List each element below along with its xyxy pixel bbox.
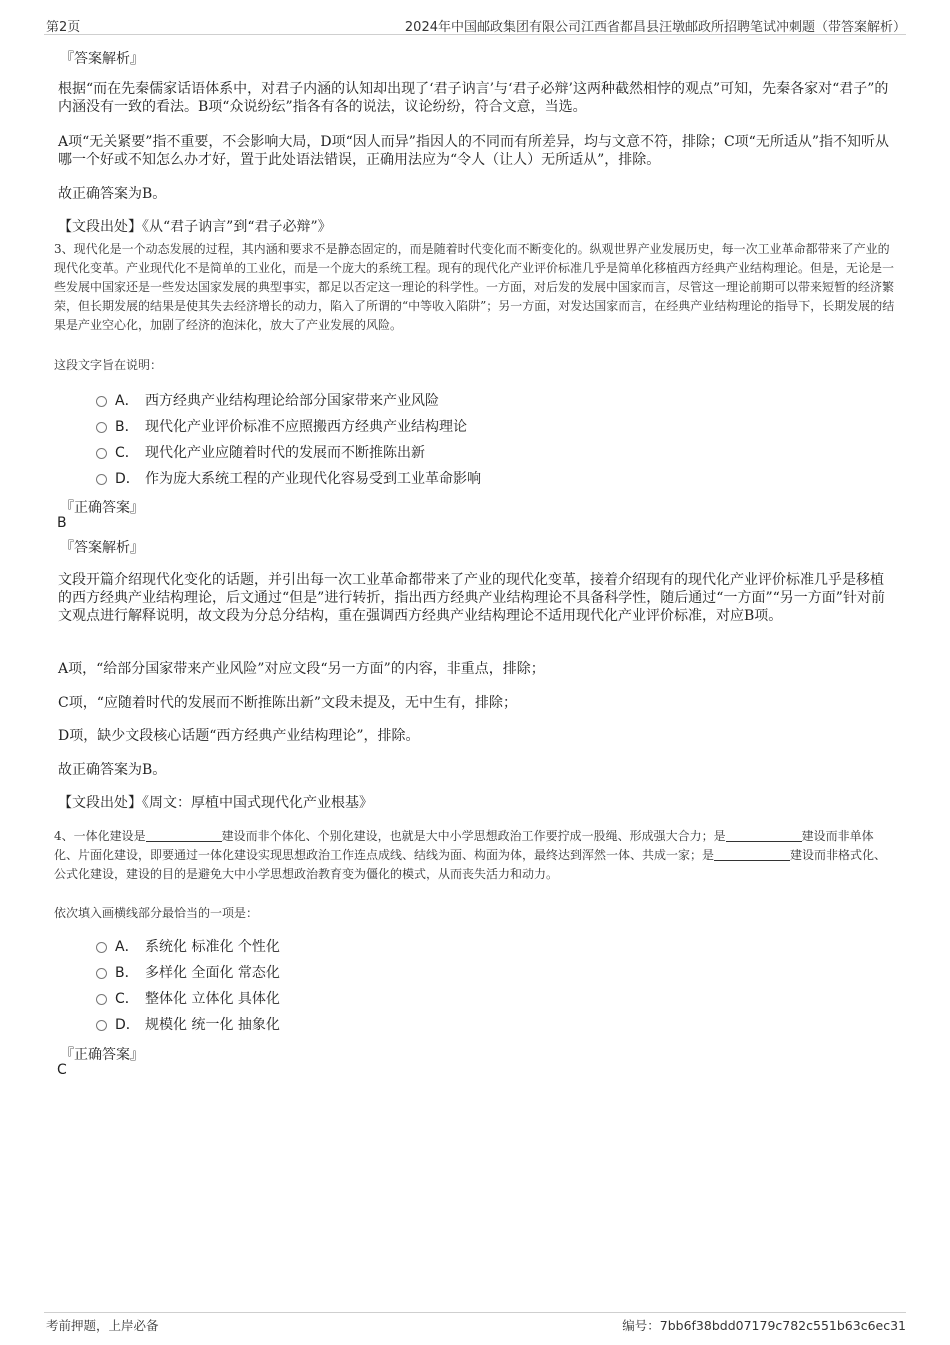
q3-prompt: 这段文字旨在说明： bbox=[54, 358, 163, 372]
q3-conclusion: 故正确答案为B。 bbox=[58, 762, 167, 778]
fill-blank-2 bbox=[726, 829, 802, 842]
fill-blank-3 bbox=[714, 848, 790, 861]
radio-icon[interactable] bbox=[96, 994, 107, 1005]
q3-answer: B bbox=[57, 515, 67, 531]
q2-analysis-paragraph-2: A项“无关紧要”指不重要，不会影响大局，D项“因人而异”指因人的不同而有所差异，均与文意不符，排除；C项“无所适从”指不知听从哪一个好或不知怎么办才好，置于此处语法错误，正确用法应为“令人（让人）无所适从”，排除。 bbox=[58, 134, 889, 168]
q3-option-d[interactable]: D． 作为庞大系统工程的产业现代化容易受到工业革命影响 bbox=[96, 469, 481, 489]
q3-analysis-label: 『答案解析』 bbox=[60, 540, 144, 556]
q4-answer-label: 『正确答案』 bbox=[60, 1047, 144, 1063]
q3-analysis-paragraph-4: D项，缺少文段核心话题“西方经典产业结构理论”，排除。 bbox=[58, 728, 420, 744]
q2-conclusion: 故正确答案为B。 bbox=[58, 186, 167, 202]
radio-icon[interactable] bbox=[96, 474, 107, 485]
q4-stem: 4、一体化建设是 建设而非个体化、个别化建设，也就是大中小学思想政治工作要拧成一股绳、形成强大合力；是 建设而非单体化、片面化建设，即要通过一体化建设实现思想政治工作连点成线、结线为面、构面为体，最终达到浑然一体、共成一家；是 建设而非格式化、公式化建设，建设的目的是避免大中小学思想政治教育变为僵化的模式，从而丧失活力和动力。 bbox=[54, 829, 887, 881]
footer-slogan: 考前押题，上岸必备 bbox=[46, 1318, 159, 1333]
radio-icon[interactable] bbox=[96, 396, 107, 407]
page-footer bbox=[44, 1312, 906, 1335]
q4-option-d[interactable]: D． 规模化 统一化 抽象化 bbox=[96, 1015, 280, 1035]
q2-analysis-paragraph-1: 根据“而在先秦儒家话语体系中，对君子内涵的认知却出现了‘君子讷言’与‘君子必辩’这两种截然相悖的观点”可知，先秦各家对“君子”的内涵没有一致的看法。B项“众说纷纭”指各有各的说法，议论纷纷，符合文意，当选。 bbox=[58, 81, 889, 115]
document-id: 编号：7bb6f38bdd07179c782c551b63c6ec31 bbox=[622, 1318, 906, 1333]
q3-option-c[interactable]: C． 现代化产业应随着时代的发展而不断推陈出新 bbox=[96, 443, 425, 463]
radio-icon[interactable] bbox=[96, 448, 107, 459]
fill-blank-1 bbox=[146, 829, 222, 842]
q3-option-b[interactable]: B． 现代化产业评价标准不应照搬西方经典产业结构理论 bbox=[96, 417, 467, 437]
page-header bbox=[44, 14, 906, 35]
radio-icon[interactable] bbox=[96, 1020, 107, 1031]
page-number: 第2页 bbox=[46, 20, 81, 35]
q3-stem: 3、现代化是一个动态发展的过程，其内涵和要求不是静态固定的，而是随着时代变化而不断变化的。纵观世界产业发展历史，每一次工业革命都带来了产业的现代化变革。产业现代化不是简单的工业化，而是一个庞大的系统工程。现有的现代化产业评价标准几乎是简单化移植西方经典产业结构理论。但是，无论是一些发展中国家还是一些发达国家发展的典型事实，都足以否定这一理论的科学性。一方面，对后发的发展中国家而言，尽管这一理论前期可以带来短暂的经济繁荣，但长期发展的结果是使其失去经济增长的动力，陷入了所谓的“中等收入陷阱”；另一方面，对发达国家而言，在经典产业结构理论的指导下，长期发展的结果是产业空心化，加剧了经济的泡沫化，放大了产业发展的风险。 bbox=[54, 242, 895, 332]
q3-option-a[interactable]: A． 西方经典产业结构理论给部分国家带来产业风险 bbox=[96, 391, 439, 411]
q4-answer: C bbox=[57, 1062, 67, 1078]
document-title: 2024年中国邮政集团有限公司江西省都昌县汪墩邮政所招聘笔试冲刺题（带答案解析） bbox=[404, 20, 906, 35]
q4-option-c[interactable]: C． 整体化 立体化 具体化 bbox=[96, 989, 280, 1009]
radio-icon[interactable] bbox=[96, 422, 107, 433]
q3-source: 【文段出处】《周文：厚植中国式现代化产业根基》 bbox=[58, 795, 373, 811]
radio-icon[interactable] bbox=[96, 968, 107, 979]
q2-source: 【文段出处】《从“君子讷言”到“君子必辩”》 bbox=[58, 219, 332, 235]
q3-analysis-paragraph-1: 文段开篇介绍现代化变化的话题，并引出每一次工业革命都带来了产业的现代化变革，接着介绍现有的现代化产业评价标准几乎是移植的西方经典产业结构理论，后文通过“但是”进行转折，指出西方经典产业结构理论不具备科学性，随后通过“一方面”“另一方面”针对前文观点进行解释说明，故文段为分总分结构，重在强调西方经典产业结构理论不适用现代化产业评价标准，对应B项。 bbox=[58, 572, 885, 624]
q4-prompt: 依次填入画横线部分最恰当的一项是： bbox=[54, 906, 259, 920]
q4-option-b[interactable]: B． 多样化 全面化 常态化 bbox=[96, 963, 280, 983]
q4-option-a[interactable]: A． 系统化 标准化 个性化 bbox=[96, 937, 280, 957]
q3-answer-label: 『正确答案』 bbox=[60, 500, 144, 516]
q2-analysis-label: 『答案解析』 bbox=[60, 51, 144, 67]
radio-icon[interactable] bbox=[96, 942, 107, 953]
q3-analysis-paragraph-3: C项，“应随着时代的发展而不断推陈出新”文段未提及，无中生有，排除； bbox=[58, 695, 518, 711]
q3-analysis-paragraph-2: A项，“给部分国家带来产业风险”对应文段“另一方面”的内容，非重点，排除； bbox=[58, 661, 545, 677]
